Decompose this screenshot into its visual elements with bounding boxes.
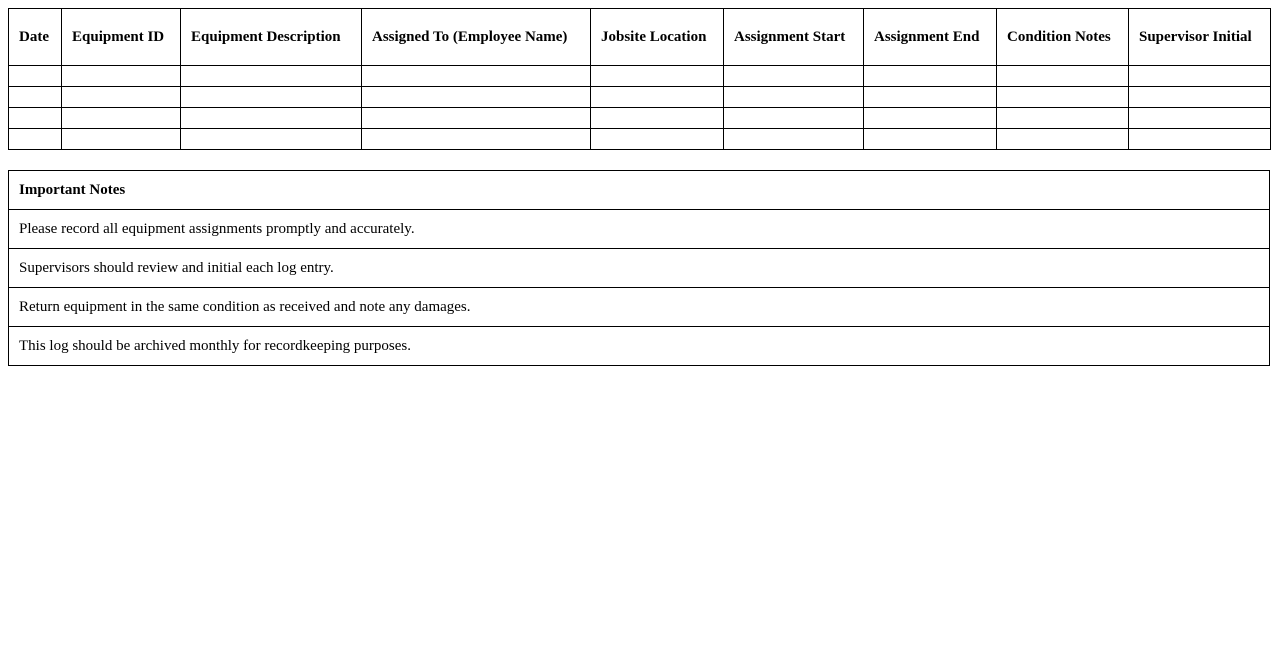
- table-row: [9, 66, 1271, 87]
- table-cell[interactable]: [591, 87, 724, 108]
- table-cell[interactable]: [362, 66, 591, 87]
- note-text: Please record all equipment assignments promptly and accurately.: [9, 210, 1270, 249]
- table-cell[interactable]: [997, 87, 1129, 108]
- table-cell[interactable]: [724, 129, 864, 150]
- notes-title: Important Notes: [9, 171, 1270, 210]
- table-cell[interactable]: [724, 108, 864, 129]
- table-cell[interactable]: [864, 108, 997, 129]
- table-cell[interactable]: [9, 108, 62, 129]
- header-supervisor-initial: Supervisor Initial: [1129, 9, 1271, 66]
- table-cell[interactable]: [591, 108, 724, 129]
- table-row: [9, 129, 1271, 150]
- table-cell[interactable]: [1129, 87, 1271, 108]
- table-row: [9, 87, 1271, 108]
- table-cell[interactable]: [591, 66, 724, 87]
- table-cell[interactable]: [1129, 129, 1271, 150]
- header-condition-notes: Condition Notes: [997, 9, 1129, 66]
- table-cell[interactable]: [997, 66, 1129, 87]
- header-date: Date: [9, 9, 62, 66]
- table-cell[interactable]: [724, 66, 864, 87]
- table-cell[interactable]: [864, 87, 997, 108]
- header-assignment-start: Assignment Start: [724, 9, 864, 66]
- table-cell[interactable]: [1129, 108, 1271, 129]
- table-row: [9, 108, 1271, 129]
- notes-header-row: [9, 171, 1270, 210]
- table-cell[interactable]: [181, 87, 362, 108]
- table-cell[interactable]: [62, 87, 181, 108]
- table-cell[interactable]: [864, 66, 997, 87]
- table-cell[interactable]: [997, 108, 1129, 129]
- header-jobsite-location: Jobsite Location: [591, 9, 724, 66]
- header-assignment-end: Assignment End: [864, 9, 997, 66]
- list-item: [9, 210, 1270, 249]
- list-item: [9, 249, 1270, 288]
- table-cell[interactable]: [362, 87, 591, 108]
- table-cell[interactable]: [724, 87, 864, 108]
- list-item: [9, 327, 1270, 366]
- header-equipment-id: Equipment ID: [62, 9, 181, 66]
- header-equipment-description: Equipment Description: [181, 9, 362, 66]
- note-text: This log should be archived monthly for recordkeeping purposes.: [9, 327, 1270, 366]
- list-item: [9, 288, 1270, 327]
- header-assigned-to: Assigned To (Employee Name): [362, 9, 591, 66]
- note-text: Return equipment in the same condition as received and note any damages.: [9, 288, 1270, 327]
- header-row: [9, 9, 1271, 66]
- table-cell[interactable]: [9, 129, 62, 150]
- table-cell[interactable]: [864, 129, 997, 150]
- table-cell[interactable]: [362, 129, 591, 150]
- table-cell[interactable]: [997, 129, 1129, 150]
- table-cell[interactable]: [181, 66, 362, 87]
- table-cell[interactable]: [62, 66, 181, 87]
- table-cell[interactable]: [9, 87, 62, 108]
- table-cell[interactable]: [9, 66, 62, 87]
- table-cell[interactable]: [62, 108, 181, 129]
- table-cell[interactable]: [362, 108, 591, 129]
- table-cell[interactable]: [1129, 66, 1271, 87]
- table-cell[interactable]: [591, 129, 724, 150]
- table-cell[interactable]: [181, 129, 362, 150]
- equipment-log-table: [8, 8, 1271, 150]
- note-text: Supervisors should review and initial each log entry.: [9, 249, 1270, 288]
- important-notes-table: [8, 170, 1270, 366]
- table-cell[interactable]: [62, 129, 181, 150]
- table-cell[interactable]: [181, 108, 362, 129]
